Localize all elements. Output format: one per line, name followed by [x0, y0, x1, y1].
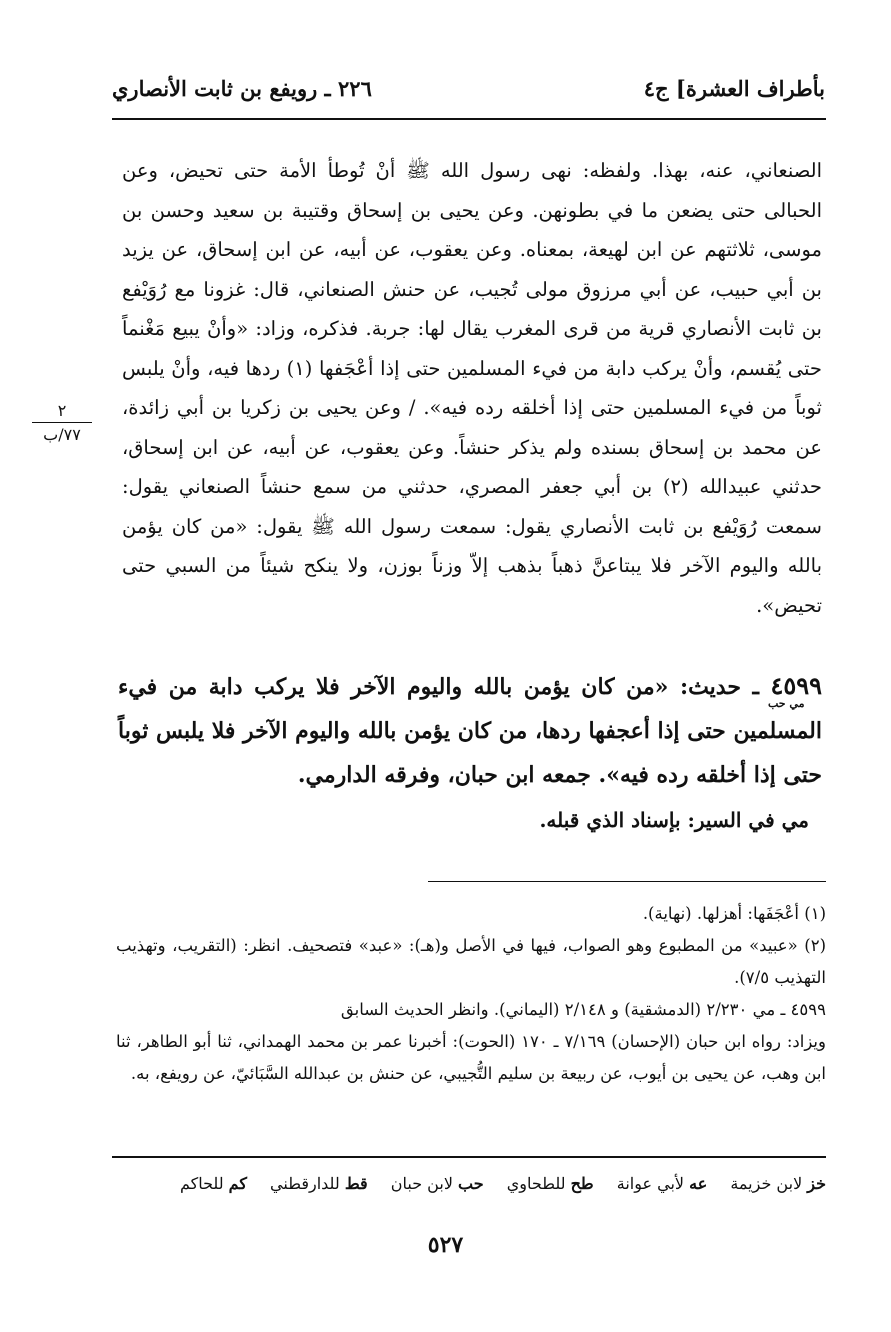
header-divider [112, 118, 826, 120]
running-header [112, 70, 825, 110]
footnote-addition: ويزاد: رواه ابن حبان (الإحسان) ٧/١٦٩ ـ ١٧٠ (الحوت): أخبرنا عمر بن محمد الهمداني، ثنا أبو الطاهر، ثنا ابن وهب، عن يحيى بن أيوب، عن ربيعة بن سليم التُّجيبي، عن حنش بن عبدالله السَّبَائيّ، عن رويفع، به. [116, 1032, 826, 1083]
margin-number: ٢ [57, 401, 67, 420]
page-number: ٥٢٧ [427, 1232, 464, 1258]
hadith-number: ٤٥٩٩ [770, 671, 822, 700]
abbreviation-label: لابن خزيمة [730, 1174, 803, 1193]
abbreviation-label: لأبي عوانة [616, 1174, 685, 1193]
abbreviation-label: للدارقطني [270, 1174, 340, 1193]
hadith-sources-line: مي في السير: بإسناد الذي قبله. [539, 808, 809, 832]
abbreviation-item [391, 1174, 484, 1193]
hadith-paragraph [118, 664, 822, 797]
abbreviation-code: طح [570, 1174, 594, 1193]
hadith-entry [118, 664, 822, 797]
section-title: ٢٢٦ ـ رويفع بن ثابت الأنصاري [112, 76, 372, 101]
abbreviation-item [507, 1174, 594, 1193]
margin-folio-reference: ٧٧/ب [43, 425, 81, 444]
footnote-hadith-reference: ٤٥٩٩ ـ مي ٢/٢٣٠ (الدمشقية) و ٢/١٤٨ (اليماني). وانظر الحديث السابق [340, 1000, 826, 1019]
footnote-divider [428, 881, 826, 882]
hadith-source-tag: مي حب [768, 697, 805, 710]
footnote-1: (١) أعْجَفَها: أهزلها. (نهاية). [642, 904, 826, 923]
abbreviation-code: عه [689, 1174, 708, 1193]
abbreviation-label: للطحاوي [506, 1174, 566, 1193]
abbreviation-item [617, 1174, 708, 1193]
abbreviation-item [270, 1174, 368, 1193]
footnote-2: (٢) «عبيد» من المطبوع وهو الصواب، فيها في الأصل و(هـ): «عبد» فتصحيف. انظر: (التقريب، وتهذيب التهذيب ٧/٥). [116, 936, 826, 987]
abbreviation-code: قط [344, 1174, 368, 1193]
margin-note-rule [32, 422, 92, 423]
abbreviation-code: كم [228, 1174, 247, 1193]
hadith-text: ـ حديث: «من كان يؤمن بالله واليوم الآخر فلا يركب دابة من فيء المسلمين حتى إذا أعجفها ردها، من كان يؤمن بالله واليوم الآخر فلا يلبس ثوباً حتى إذا أخلقه رده فيه». جمعه ابن حبان، وفرقه الدارمي. [118, 674, 822, 788]
abbreviation-code: خز [807, 1174, 826, 1193]
abbreviations-key [112, 1174, 826, 1193]
abbreviation-label: لابن حبان [390, 1174, 453, 1193]
abbreviations-divider [112, 1156, 826, 1158]
abbreviation-code: حب [458, 1174, 484, 1193]
abbreviation-label: للحاكم [179, 1174, 224, 1193]
abbreviation-item [730, 1174, 826, 1193]
margin-manuscript-note [26, 402, 98, 444]
running-title: بأطراف العشرة] ج٤ [643, 76, 825, 101]
abbreviation-item [180, 1174, 247, 1193]
main-text-paragraph: الصنعاني، عنه، بهذا. ولفظه: نهى رسول الله ﷺ أنْ تُوطأ الأمة حتى تحيض، وعن الحبالى حتى يضعن ما في بطونهن. وعن يحيى بن إسحاق وقتيبة بن سعيد وحسن بن موسى، ثلاثتهم عن ابن لهيعة، بمعناه. وعن يعقوب، عن أبيه، عن ابن إسحاق، عن يزيد بن أبي حبيب، عن أبي مرزوق مولى تُجيب، عن حنش الصنعاني، قال: غزونا مع رُوَيْفع بن ثابت الأنصاري قرية من قرى المغرب يقال لها: جربة. فذكره، وزاد: «وأنْ يبيع مَغْنماً حتى يُقسم، وأنْ يركب دابة من فيء المسلمين حتى إذا أعْجَفها (١) ردها فيه، وأنْ يلبس ثوباً من فيء المسلمين حتى إذا أخلقه رده فيه». / وعن يحيى بن زكريا بن أبي زائدة، عن محمد بن إسحاق بسنده ولم يذكر حنشاً. وعن يعقوب، عن أبيه، عن ابن إسحاق، حدثني عبيدالله (٢) بن أبي جعفر المصري، حدثني من سمع حنشاً الصنعاني يقول: سمعت رُوَيْفع بن ثابت الأنصاري يقول: سمعت رسول الله ﷺ يقول: «من كان يؤمن بالله واليوم الآخر فلا يبتاعنَّ ذهباً بذهب إلاّ وزناً بوزن، ولا ينكح شيئاً من السبي حتى تحيض». [122, 159, 822, 617]
main-text-block [122, 151, 822, 625]
